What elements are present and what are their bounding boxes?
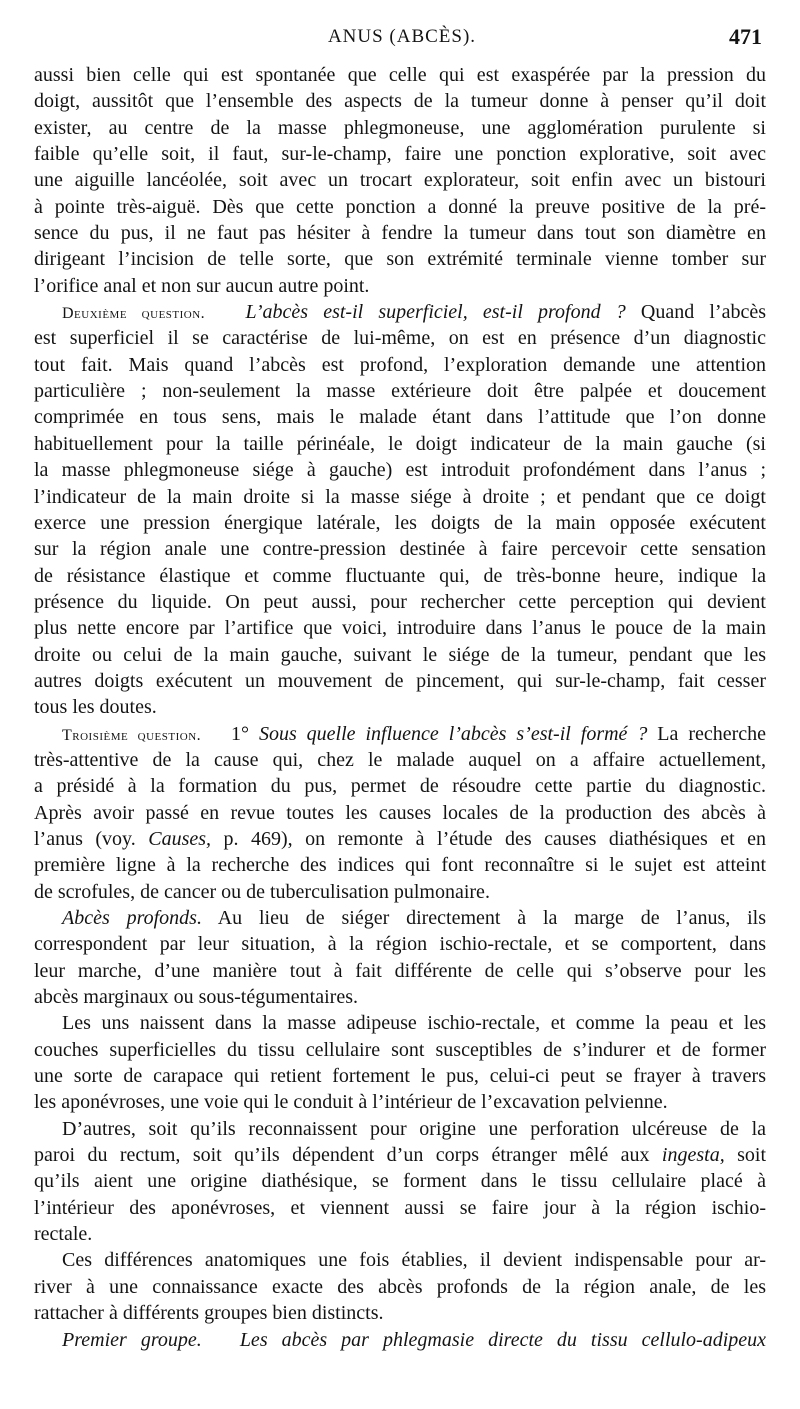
text-line: droite ou celui de la main gauche, suivant le siége de la tumeur, pendant que les bbox=[34, 643, 766, 666]
text-line: rattacher à différents groupes bien distincts. bbox=[34, 1302, 384, 1325]
text-fragment: paroi du rectum, soit qu’ils dépendent d’un corps étranger mêlé aux bbox=[34, 1144, 650, 1167]
text-line: Ces différences anatomiques une fois établies, il devient indispensable pour ar- bbox=[62, 1249, 766, 1272]
text-line: D’autres, soit qu’ils reconnaissent pour origine une perforation ulcéreuse de la bbox=[62, 1117, 766, 1140]
text-line bbox=[34, 826, 766, 852]
text-line: de scrofules, de cancer ou de tuberculisation pulmonaire. bbox=[34, 880, 490, 903]
page-number: 471 bbox=[729, 24, 762, 49]
text-line: doigt, aussitôt que l’ensemble des aspects de la tumeur donne à penser qu’il doit bbox=[34, 90, 766, 113]
text-line: aussi bien celle qui est spontanée que celle qui est exaspérée par la pression du bbox=[34, 64, 766, 86]
text-fragment: 1° bbox=[231, 722, 250, 745]
text-fragment: l’anus (voy. bbox=[34, 827, 136, 850]
page-body bbox=[34, 62, 766, 1353]
text-line: une sorte de carapace qui retient fortement le pus, celui-ci peut se frayer à travers bbox=[34, 1065, 766, 1088]
section-question: L’abcès est-il superficiel, est-il profond ? bbox=[245, 301, 626, 324]
text-line: abcès marginaux ou sous-tégumentaires. bbox=[34, 986, 358, 1009]
text-fragment: La recherche bbox=[657, 722, 767, 745]
text-fragment: Quand l’abcès bbox=[640, 301, 766, 324]
section-heading-line bbox=[34, 299, 766, 325]
text-line: particulière ; non-seulement la masse extérieure doit être palpée et doucement bbox=[34, 380, 766, 403]
text-line: Après avoir passé en revue toutes les causes locales de la production des abcès à bbox=[34, 801, 766, 824]
text-line: l’indicateur de la main droite si la masse siége à droite ; et pendant que ce doigt bbox=[34, 485, 766, 508]
subheading: Abcès profonds. bbox=[62, 907, 202, 929]
subheading-line bbox=[34, 1327, 766, 1353]
text-line: à pointe très-aiguë. Dès que cette ponction a donné la preuve positive de la pré- bbox=[34, 195, 766, 218]
subheading: Premier groupe. bbox=[62, 1328, 202, 1351]
section-heading-line bbox=[34, 721, 766, 747]
text-line: l’intérieur des aponévroses, et viennent aussi se faire jour à la région ischio- bbox=[34, 1196, 766, 1219]
text-line: habituellement pour la taille périnéale, le doigt indicateur de la main gauche (si bbox=[34, 432, 766, 455]
running-title: ANUS (ABCÈS). bbox=[327, 26, 477, 47]
text-line: très-attentive de la cause qui, chez le malade auquel on a affaire actuellement, bbox=[34, 748, 766, 771]
text-line: correspondent par leur situation, à la région ischio-rectale, et se comportent, dans bbox=[34, 933, 766, 956]
cross-reference: Causes, bbox=[148, 827, 212, 850]
text-line: tous les doutes. bbox=[34, 696, 157, 719]
text-line: présence du liquide. On peut aussi, pour rechercher cette perception qui devient bbox=[34, 590, 766, 613]
text-fragment: soit bbox=[737, 1144, 767, 1167]
text-line: couches superficielles du tissu cellulaire sont susceptibles de s’indurer et de former bbox=[34, 1038, 766, 1061]
text-line: leur marche, d’une manière tout à fait différente de celle qui s’observe pour les bbox=[34, 959, 766, 982]
text-line: est superficiel il se caractérise de lui-même, on est en présence d’un diagnostic bbox=[34, 327, 766, 350]
text-line bbox=[34, 1142, 766, 1168]
text-fragment: p. 469), on remonte à l’étude des causes diathésiques et en bbox=[223, 827, 767, 850]
text-line: sence du pus, il ne faut pas hésiter à fendre la tumeur dans tout son diamètre en bbox=[34, 222, 766, 245]
text-line: Les uns naissent dans la masse adipeuse ischio-rectale, et comme la peau et les bbox=[62, 1012, 766, 1035]
text-line: les aponévroses, une voie qui le conduit à l’intérieur de l’excavation pelvienne. bbox=[34, 1091, 668, 1114]
text-fragment: Au lieu de siéger directement à la marge de l’anus, ils bbox=[217, 907, 767, 929]
text-line: plus nette encore par l’artifice que voici, introduire dans l’anus le pouce de la main bbox=[34, 617, 766, 640]
text-line: sur la région anale une contre-pression destinée à faire percevoir cette sensation bbox=[34, 538, 766, 561]
text-line: comprimée en tous sens, mais le malade étant dans l’attitude que l’on donne bbox=[34, 406, 766, 429]
text-fragment: Les abcès par phlegmasie directe du tissu cellulo-adipeux bbox=[239, 1328, 767, 1351]
running-header bbox=[30, 26, 774, 58]
text-line: autres doigts exécutent un mouvement de pincement, qui sur-le-champ, fait cesser bbox=[34, 669, 766, 692]
text-line: dirigeant l’incision de telle sorte, que son extrémité terminale vienne tomber sur bbox=[34, 248, 766, 271]
text-line: a présidé à la formation du pus, permet de résoudre cette partie du diagnostic. bbox=[34, 775, 766, 798]
latin-term: ingesta, bbox=[661, 1144, 725, 1167]
text-line: tout fait. Mais quand l’abcès est profond, l’exploration demande une attention bbox=[34, 353, 766, 376]
text-line: rectale. bbox=[34, 1223, 93, 1246]
section-label: Troisième question. bbox=[62, 726, 202, 744]
text-line: river à une connaissance exacte des abcès profonds de la région anale, de les bbox=[34, 1275, 766, 1298]
text-line: faible qu’elle soit, il faut, sur-le-champ, faire une ponction explorative, soit avec bbox=[34, 143, 766, 166]
text-line: de résistance élastique et comme fluctuante qui, de très-bonne heure, indique la bbox=[34, 564, 766, 587]
text-line: qu’ils aient une origine diathésique, se forment dans le tissu cellulaire placé à bbox=[34, 1170, 766, 1193]
section-label: Deuxième question. bbox=[62, 305, 206, 323]
text-line: exerce une pression énergique latérale, les doigts de la main opposée exécutent bbox=[34, 511, 766, 534]
subheading-line bbox=[34, 905, 766, 931]
text-line: l’orifice anal et non sur aucun autre point. bbox=[34, 274, 370, 297]
text-line: une aiguille lancéolée, soit avec un trocart explorateur, soit enfin avec un bistouri bbox=[34, 169, 766, 192]
text-line: la masse phlegmoneuse siége à gauche) est introduit profondément dans l’anus ; bbox=[34, 459, 766, 482]
text-line: exister, au centre de la masse phlegmoneuse, une agglomération purulente si bbox=[34, 116, 766, 139]
text-line: première ligne à la recherche des indices qui font reconnaître si le sujet est atteint bbox=[34, 854, 766, 877]
section-question: Sous quelle influence l’abcès s’est-il formé ? bbox=[258, 722, 648, 745]
